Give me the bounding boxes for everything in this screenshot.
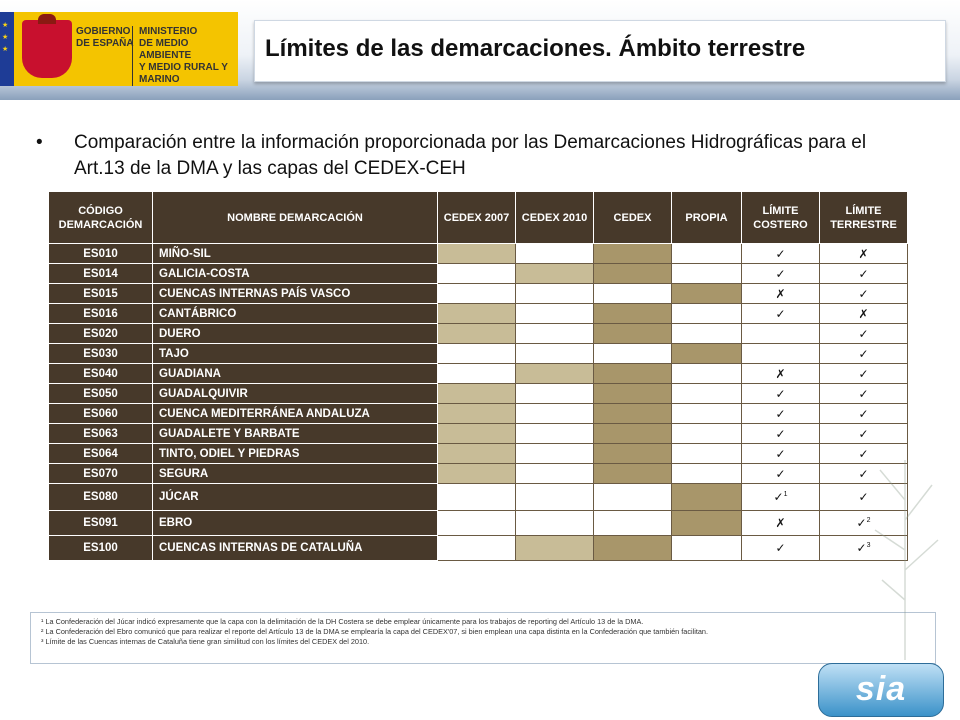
cedex-2010-cell [516, 424, 594, 444]
costero-mark: ✓ [775, 426, 786, 441]
cedex-2010-cell [516, 484, 594, 511]
header-cedex-2007: CEDEX 2007 [438, 192, 516, 244]
table-row [49, 344, 908, 364]
demarcation-code: ES030 [49, 344, 153, 364]
cedex-2010-cell [516, 444, 594, 464]
footnotes-box [30, 612, 936, 664]
limite-costero-cell [742, 264, 820, 284]
cedex-cell [594, 264, 672, 284]
limite-costero-cell [742, 404, 820, 424]
table-row [49, 511, 908, 536]
demarcation-code: ES070 [49, 464, 153, 484]
gobierno-label: GOBIERNO DE ESPAÑA [76, 26, 134, 49]
terrestre-mark: ✓ [858, 266, 869, 281]
demarcation-name: CUENCAS INTERNAS DE CATALUÑA [153, 536, 438, 561]
demarcation-name: GUADALQUIVIR [153, 384, 438, 404]
footnote-1: ¹ La Confederación del Júcar indicó expresamente que la capa con la delimitación de la DH Costera se debe emplear únicamente para los trabajos de reporting del Artículo 13 de la DMA. [41, 617, 644, 626]
coat-of-arms-icon [22, 20, 72, 78]
limite-terrestre-cell [820, 264, 908, 284]
demarcation-code: ES091 [49, 511, 153, 536]
costero-mark: ✓ [775, 306, 786, 321]
propia-cell [672, 404, 742, 424]
terrestre-mark: ✓ [858, 286, 869, 301]
limite-terrestre-cell [820, 284, 908, 304]
propia-cell [672, 264, 742, 284]
propia-cell [672, 444, 742, 464]
title-box [254, 20, 946, 82]
demarcation-code: ES080 [49, 484, 153, 511]
demarcation-name: DUERO [153, 324, 438, 344]
limite-costero-cell [742, 344, 820, 364]
demarcation-name: JÚCAR [153, 484, 438, 511]
cedex-2007-cell [438, 536, 516, 561]
demarcation-code: ES100 [49, 536, 153, 561]
costero-footnote-ref: 1 [783, 491, 788, 498]
government-logo [14, 12, 238, 86]
cedex-cell [594, 244, 672, 264]
cedex-cell [594, 404, 672, 424]
header-nombre: NOMBRE DEMARCACIÓN [153, 192, 438, 244]
demarcation-code: ES020 [49, 324, 153, 344]
propia-cell [672, 536, 742, 561]
table-row [49, 484, 908, 511]
terrestre-mark: ✓ [858, 366, 869, 381]
cedex-cell [594, 464, 672, 484]
demarcation-code: ES050 [49, 384, 153, 404]
table-row [49, 324, 908, 344]
table-row [49, 384, 908, 404]
cedex-2007-cell [438, 424, 516, 444]
demarcation-code: ES010 [49, 244, 153, 264]
limite-costero-cell [742, 484, 820, 511]
terrestre-mark: ✓ [858, 386, 869, 401]
cedex-2010-cell [516, 464, 594, 484]
costero-mark: ✗ [775, 366, 786, 381]
propia-cell [672, 324, 742, 344]
propia-cell [672, 364, 742, 384]
costero-mark: ✗ [775, 516, 786, 530]
demarcation-name: SEGURA [153, 464, 438, 484]
header-cedex-2010: CEDEX 2010 [516, 192, 594, 244]
cedex-2010-cell [516, 324, 594, 344]
table-row [49, 264, 908, 284]
cedex-2007-cell [438, 304, 516, 324]
propia-cell [672, 244, 742, 264]
costero-mark: ✓ [773, 490, 784, 504]
terrestre-mark: ✓ [856, 541, 867, 555]
cedex-2010-cell [516, 304, 594, 324]
limite-terrestre-cell [820, 384, 908, 404]
terrestre-mark: ✓ [858, 346, 869, 361]
demarcation-name: TAJO [153, 344, 438, 364]
footnote-3: ³ Límite de las Cuencas internas de Cataluña tiene gran similitud con los límites del CEDEX del 2010. [41, 637, 370, 646]
demarcation-name: GUADALETE Y BARBATE [153, 424, 438, 444]
costero-mark: ✓ [775, 386, 786, 401]
limite-terrestre-cell [820, 244, 908, 264]
limite-costero-cell [742, 364, 820, 384]
demarcation-code: ES063 [49, 424, 153, 444]
terrestre-mark: ✗ [858, 306, 869, 321]
header-limite-costero: LÍMITE COSTERO [742, 192, 820, 244]
cedex-2007-cell [438, 364, 516, 384]
table-body [49, 244, 908, 561]
limite-terrestre-cell [820, 324, 908, 344]
terrestre-mark: ✓ [858, 406, 869, 421]
demarcation-name: MIÑO-SIL [153, 244, 438, 264]
bullet-symbol: • [36, 132, 43, 153]
header-propia: PROPIA [672, 192, 742, 244]
page-title: Límites de las demarcaciones. Ámbito terrestre [265, 35, 806, 62]
eu-flag-icon [0, 12, 14, 86]
header-limite-terrestre: LÍMITE TERRESTRE [820, 192, 908, 244]
table-row [49, 404, 908, 424]
cedex-2007-cell [438, 511, 516, 536]
cedex-cell [594, 384, 672, 404]
cedex-cell [594, 536, 672, 561]
limite-costero-cell [742, 284, 820, 304]
costero-mark: ✓ [775, 246, 786, 261]
cedex-cell [594, 444, 672, 464]
costero-mark: ✓ [775, 541, 786, 555]
cedex-2010-cell [516, 384, 594, 404]
cedex-2007-cell [438, 444, 516, 464]
terrestre-mark: ✓ [856, 516, 867, 530]
demarcation-name: EBRO [153, 511, 438, 536]
limite-costero-cell [742, 424, 820, 444]
table-row [49, 464, 908, 484]
demarcation-name: TINTO, ODIEL Y PIEDRAS [153, 444, 438, 464]
header-cedex: CEDEX [594, 192, 672, 244]
limite-costero-cell [742, 324, 820, 344]
propia-cell [672, 304, 742, 324]
propia-cell [672, 484, 742, 511]
limite-costero-cell [742, 244, 820, 264]
propia-cell [672, 284, 742, 304]
cedex-cell [594, 364, 672, 384]
cedex-2007-cell [438, 464, 516, 484]
cedex-cell [594, 511, 672, 536]
table-row [49, 364, 908, 384]
header-codigo: CÓDIGO DEMARCACIÓN [49, 192, 153, 244]
limite-costero-cell [742, 384, 820, 404]
cedex-2007-cell [438, 264, 516, 284]
ministerio-label: MINISTERIO DE MEDIO AMBIENTE Y MEDIO RURAL Y MARINO [132, 26, 238, 86]
table-row [49, 284, 908, 304]
costero-mark: ✓ [775, 446, 786, 461]
cedex-2010-cell [516, 511, 594, 536]
sia-logo-text: sia [855, 670, 907, 708]
costero-mark: ✓ [775, 266, 786, 281]
demarcation-name: CANTÁBRICO [153, 304, 438, 324]
costero-mark: ✗ [775, 286, 786, 301]
terrestre-mark: ✓ [858, 490, 869, 504]
table-row [49, 444, 908, 464]
limite-terrestre-cell [820, 344, 908, 364]
demarcation-name: GALICIA-COSTA [153, 264, 438, 284]
footnote-2: ² La Confederación del Ebro comunicó que para realizar el reporte del Artículo 13 de la DMA se emplearía la capa del CEDEX'07, si bien emplean una capa distinta en la Confederación que también facilitan. [41, 627, 709, 636]
table-header-row [49, 192, 908, 244]
comparison-table [48, 191, 908, 561]
terrestre-footnote-ref: 3 [866, 542, 871, 549]
demarcation-code: ES040 [49, 364, 153, 384]
demarcation-name: CUENCAS INTERNAS PAÍS VASCO [153, 284, 438, 304]
cedex-2007-cell [438, 344, 516, 364]
cedex-2010-cell [516, 404, 594, 424]
cedex-cell [594, 424, 672, 444]
demarcation-code: ES060 [49, 404, 153, 424]
bullet-text: Comparación entre la información proporcionada por las Demarcaciones Hidrográficas para el Art.13 de la DMA y las capas del CEDEX-CEH [74, 132, 867, 179]
cedex-2010-cell [516, 536, 594, 561]
costero-mark: ✓ [775, 406, 786, 421]
cedex-2007-cell [438, 324, 516, 344]
limite-costero-cell [742, 511, 820, 536]
propia-cell [672, 464, 742, 484]
propia-cell [672, 424, 742, 444]
cedex-2007-cell [438, 404, 516, 424]
terrestre-footnote-ref: 2 [866, 517, 871, 524]
cedex-cell [594, 284, 672, 304]
demarcation-code: ES015 [49, 284, 153, 304]
cedex-cell [594, 304, 672, 324]
demarcation-code: ES064 [49, 444, 153, 464]
terrestre-mark: ✗ [858, 246, 869, 261]
cedex-2007-cell [438, 384, 516, 404]
table-row [49, 304, 908, 324]
cedex-cell [594, 344, 672, 364]
cedex-2007-cell [438, 244, 516, 264]
limite-terrestre-cell [820, 304, 908, 324]
cedex-2010-cell [516, 364, 594, 384]
cedex-2010-cell [516, 284, 594, 304]
table-row [49, 244, 908, 264]
cedex-2010-cell [516, 344, 594, 364]
cedex-2010-cell [516, 264, 594, 284]
plant-decoration-icon [860, 440, 950, 660]
demarcation-name: GUADIANA [153, 364, 438, 384]
demarcation-code: ES014 [49, 264, 153, 284]
demarcation-code: ES016 [49, 304, 153, 324]
limite-costero-cell [742, 536, 820, 561]
cedex-2010-cell [516, 244, 594, 264]
terrestre-mark: ✓ [858, 446, 869, 461]
limite-costero-cell [742, 304, 820, 324]
demarcation-name: CUENCA MEDITERRÁNEA ANDALUZA [153, 404, 438, 424]
propia-cell [672, 344, 742, 364]
propia-cell [672, 511, 742, 536]
limite-costero-cell [742, 464, 820, 484]
terrestre-mark: ✓ [858, 466, 869, 481]
limite-terrestre-cell [820, 364, 908, 384]
limite-terrestre-cell [820, 404, 908, 424]
cedex-2007-cell [438, 484, 516, 511]
cedex-2007-cell [438, 284, 516, 304]
sia-logo [818, 663, 944, 717]
table-row [49, 424, 908, 444]
costero-mark: ✓ [775, 466, 786, 481]
cedex-cell [594, 484, 672, 511]
terrestre-mark: ✓ [858, 426, 869, 441]
propia-cell [672, 384, 742, 404]
terrestre-mark: ✓ [858, 326, 869, 341]
cedex-cell [594, 324, 672, 344]
limite-costero-cell [742, 444, 820, 464]
table-row [49, 536, 908, 561]
